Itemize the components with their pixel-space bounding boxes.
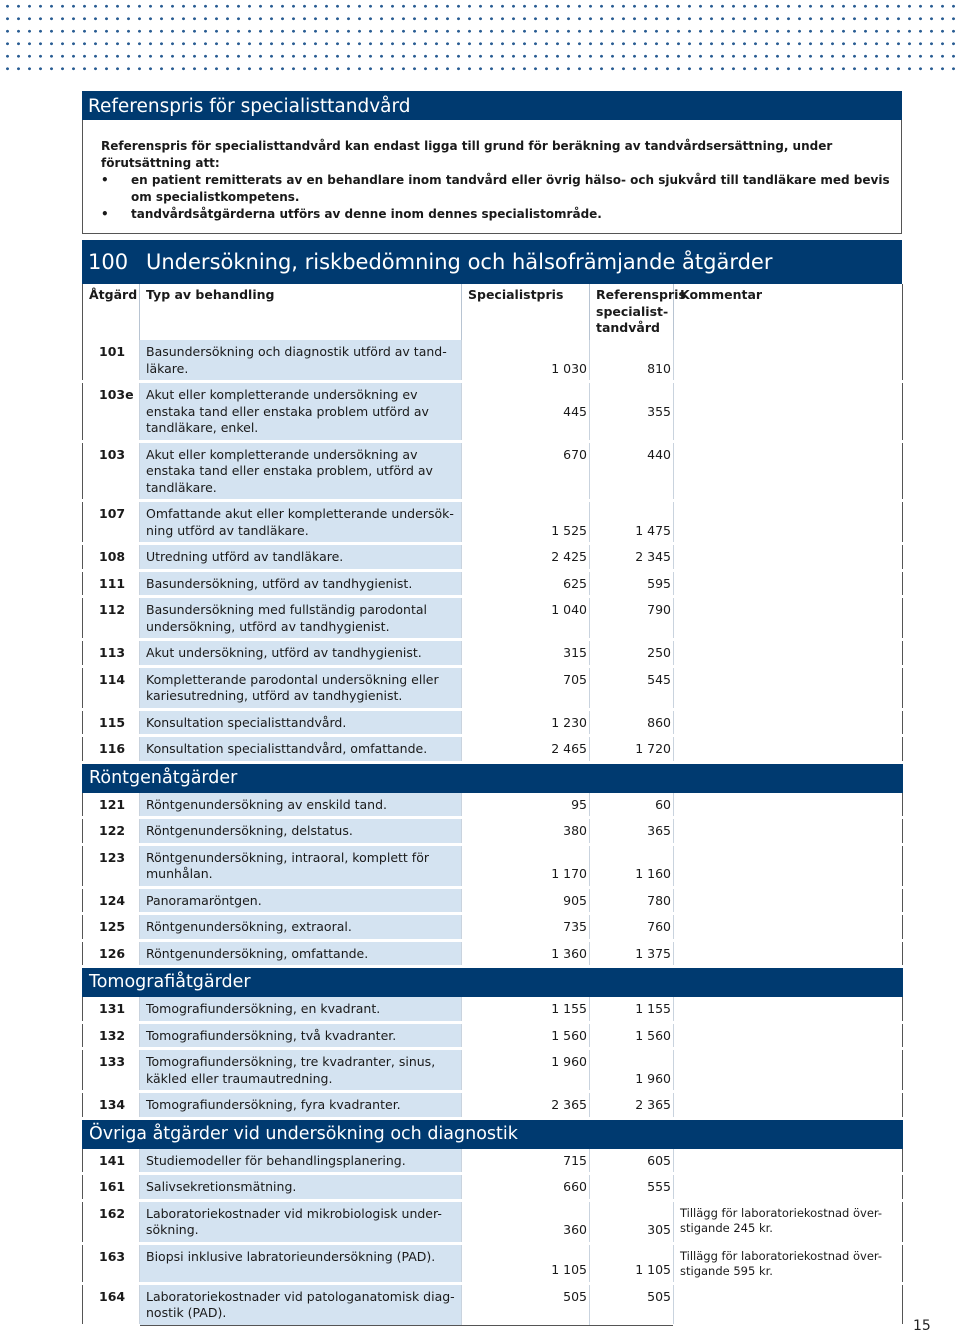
row-specialist-price: 445 [462,382,590,442]
row-code: 123 [83,844,140,887]
table-row [83,844,903,887]
row-description: Röntgenundersökning, omfattande. [140,940,462,967]
row-code: 113 [83,640,140,667]
table-row [83,570,903,597]
intro-lead: Referenspris för specialisttandvård kan endast ligga till grund för beräkning av tandvårdsersättning, under förutsättning att: [101,139,833,170]
row-reference-price: 555 [590,1174,674,1201]
col-header-comment: Kommentar [674,284,903,340]
row-reference-price: 1 105 [590,1243,674,1283]
intro-bullet: • tandvårdsåtgärderna utförs av denne inom dennes specialistområde. [101,207,602,221]
row-reference-price: 250 [590,640,674,667]
row-comment [674,441,903,501]
row-specialist-price: 670 [462,441,590,501]
row-description: Omfattande akut eller kompletterande undersök-ning utförd av tandläkare. [140,501,462,544]
row-specialist-price: 1 155 [462,997,590,1023]
row-description: Kompletterande parodontal undersökning eller kariesutredning, utförd av tandhygienist. [140,666,462,709]
row-specialist-price: 625 [462,570,590,597]
row-comment [674,1283,903,1325]
row-description: Akut eller kompletterande undersökning ev enstaka tand eller enstaka problem utförd av tandläkare, enkel. [140,382,462,442]
row-code: 114 [83,666,140,709]
row-comment [674,640,903,667]
row-reference-price: 1 160 [590,844,674,887]
row-code: 125 [83,914,140,941]
row-description: Tomografiundersökning, tre kvadranter, sinus, käkled eller traumautredning. [140,1049,462,1092]
row-description: Röntgenundersökning, delstatus. [140,818,462,845]
row-description: Röntgenundersökning, extraoral. [140,914,462,941]
table-row [83,1049,903,1092]
table-row [83,340,903,382]
row-reference-price: 860 [590,709,674,736]
row-code: 141 [83,1148,140,1174]
row-comment: Tillägg för laboratoriekostnad över-stigande 595 kr. [674,1243,903,1283]
table-row [83,1283,903,1325]
row-reference-price: 505 [590,1283,674,1325]
table-row [83,887,903,914]
table-row [83,544,903,571]
band-title: Övriga åtgärder vid undersökning och diagnostik [83,1118,903,1148]
row-reference-price: 780 [590,887,674,914]
col-header-code: Åtgärd [83,284,140,340]
row-specialist-price: 1 105 [462,1243,590,1283]
section-number: 100 [88,250,129,274]
row-comment [674,1092,903,1119]
row-reference-price: 2 345 [590,544,674,571]
row-reference-price: 545 [590,666,674,709]
row-specialist-price: 1 030 [462,340,590,382]
row-comment [674,570,903,597]
row-description: Studiemodeller för behandlingsplanering. [140,1148,462,1174]
row-code: 103 [83,441,140,501]
row-specialist-price: 95 [462,792,590,818]
row-description: Basundersökning och diagnostik utförd av tand-läkare. [140,340,462,382]
table-row [83,709,903,736]
row-comment: Tillägg för laboratoriekostnad över-stigande 245 kr. [674,1200,903,1243]
row-reference-price: 1 720 [590,736,674,763]
row-comment [674,340,903,382]
price-table [82,284,903,1327]
row-comment [674,1022,903,1049]
row-specialist-price: 705 [462,666,590,709]
row-description: Tomografiundersökning, en kvadrant. [140,997,462,1023]
row-comment [674,666,903,709]
row-specialist-price: 1 560 [462,1022,590,1049]
table-row [83,736,903,763]
row-code: 107 [83,501,140,544]
row-description: Panoramaröntgen. [140,887,462,914]
row-description: Konsultation specialisttandvård, omfattande. [140,736,462,763]
row-description: Akut eller kompletterande undersökning av enstaka tand eller enstaka problem, utförd av tandläkare. [140,441,462,501]
row-comment [674,940,903,967]
row-reference-price: 440 [590,441,674,501]
row-code: 121 [83,792,140,818]
row-description: Röntgenundersökning av enskild tand. [140,792,462,818]
row-specialist-price: 715 [462,1148,590,1174]
band-title: Tomografiåtgärder [83,967,903,997]
col-header-desc: Typ av behandling [140,284,462,340]
row-reference-price: 1 155 [590,997,674,1023]
table-row [83,501,903,544]
intro-bullet-list [101,172,891,223]
row-code: 111 [83,570,140,597]
row-specialist-price: 360 [462,1200,590,1243]
table-row [83,914,903,941]
row-code: 112 [83,597,140,640]
intro-box [82,120,902,234]
row-reference-price: 1 475 [590,501,674,544]
row-reference-price: 60 [590,792,674,818]
row-code: 162 [83,1200,140,1243]
row-comment [674,818,903,845]
row-code: 161 [83,1174,140,1201]
row-specialist-price: 380 [462,818,590,845]
row-specialist-price: 1 525 [462,501,590,544]
table-row [83,818,903,845]
row-reference-price: 810 [590,340,674,382]
table-row [83,792,903,818]
row-comment [674,597,903,640]
row-code: 122 [83,818,140,845]
band-tomografi [83,967,903,997]
row-description: Basundersökning med fullständig parodontal undersökning, utförd av tandhygienist. [140,597,462,640]
row-comment [674,1049,903,1092]
row-specialist-price: 1 230 [462,709,590,736]
page-number: 15 [913,1318,931,1334]
row-code: 133 [83,1049,140,1092]
row-comment [674,709,903,736]
row-comment [674,501,903,544]
row-comment [674,382,903,442]
row-code: 108 [83,544,140,571]
row-reference-price: 365 [590,818,674,845]
row-code: 164 [83,1283,140,1325]
row-reference-price: 760 [590,914,674,941]
table-body-section-a [83,340,903,762]
row-comment [674,914,903,941]
table-row [83,441,903,501]
row-code: 134 [83,1092,140,1119]
table-body-section-b [83,792,903,967]
row-comment [674,887,903,914]
band-rontgen [83,762,903,792]
row-specialist-price: 315 [462,640,590,667]
section-title: Undersökning, riskbedömning och hälsofrämjande åtgärder [146,250,773,274]
row-specialist-price: 2 465 [462,736,590,763]
row-specialist-price: 905 [462,887,590,914]
table-row [83,597,903,640]
table-row [83,382,903,442]
row-description: Tomografiundersökning, två kvadranter. [140,1022,462,1049]
row-specialist-price: 735 [462,914,590,941]
row-description: Laboratoriekostnader vid mikrobiologisk under-sökning. [140,1200,462,1243]
row-comment [674,1148,903,1174]
row-comment [674,997,903,1023]
row-description: Röntgenundersökning, intraoral, komplett för munhålan. [140,844,462,887]
row-description: Laboratoriekostnader vid patologanatomisk diag-nostik (PAD). [140,1283,462,1325]
intro-bullet: • en patient remitterats av en behandlare inom tandvård eller övrig hälso- och sjukvård till tandläkare med bevis om specialistkompetens. [101,173,890,204]
bullet-icon: • [101,207,109,221]
row-comment [674,544,903,571]
row-reference-price: 1 375 [590,940,674,967]
row-comment [674,736,903,763]
row-code: 126 [83,940,140,967]
table-row [83,1022,903,1049]
row-specialist-price: 1 360 [462,940,590,967]
col-header-ref: Referenspris specialist- tandvård [590,284,674,340]
band-title: Röntgenåtgärder [83,762,903,792]
table-row [83,1092,903,1119]
table-header-row [83,284,903,340]
row-description: Tomografiundersökning, fyra kvadranter. [140,1092,462,1119]
table-row [83,997,903,1023]
content-frame [82,91,902,1327]
table-row [83,640,903,667]
table-row [83,666,903,709]
row-reference-price: 355 [590,382,674,442]
row-reference-price: 605 [590,1148,674,1174]
row-description: Utredning utförd av tandläkare. [140,544,462,571]
row-reference-price: 1 960 [590,1049,674,1092]
bullet-icon: • [101,173,109,187]
row-code: 116 [83,736,140,763]
row-specialist-price: 505 [462,1283,590,1325]
row-reference-price: 595 [590,570,674,597]
page-header-bar: Referenspris för specialisttandvård [82,91,902,120]
row-code: 163 [83,1243,140,1283]
row-reference-price: 2 365 [590,1092,674,1119]
row-comment [674,844,903,887]
row-code: 131 [83,997,140,1023]
row-reference-price: 790 [590,597,674,640]
row-code: 101 [83,340,140,382]
row-reference-price: 305 [590,1200,674,1243]
col-header-spec: Specialistpris [462,284,590,340]
row-specialist-price: 2 365 [462,1092,590,1119]
row-description: Akut undersökning, utförd av tandhygienist. [140,640,462,667]
row-code: 115 [83,709,140,736]
row-comment [674,1174,903,1201]
row-specialist-price: 1 960 [462,1049,590,1092]
row-specialist-price: 2 425 [462,544,590,571]
row-comment [674,792,903,818]
table-body-section-d [83,1148,903,1325]
row-code: 103e [83,382,140,442]
row-description: Basundersökning, utförd av tandhygienist. [140,570,462,597]
row-description: Salivsekretionsmätning. [140,1174,462,1201]
table-row [83,940,903,967]
row-specialist-price: 660 [462,1174,590,1201]
table-body-section-c [83,997,903,1119]
section-title-bar [82,240,902,284]
row-reference-price: 1 560 [590,1022,674,1049]
row-description: Biopsi inklusive labratorieundersökning (PAD). [140,1243,462,1283]
row-specialist-price: 1 040 [462,597,590,640]
table-row [83,1200,903,1243]
table-row [83,1174,903,1201]
row-specialist-price: 1 170 [462,844,590,887]
table-row [83,1243,903,1283]
row-description: Konsultation specialisttandvård. [140,709,462,736]
row-code: 124 [83,887,140,914]
table-row [83,1148,903,1174]
row-code: 132 [83,1022,140,1049]
band-ovriga [83,1118,903,1148]
dotted-header-pattern [0,0,960,72]
